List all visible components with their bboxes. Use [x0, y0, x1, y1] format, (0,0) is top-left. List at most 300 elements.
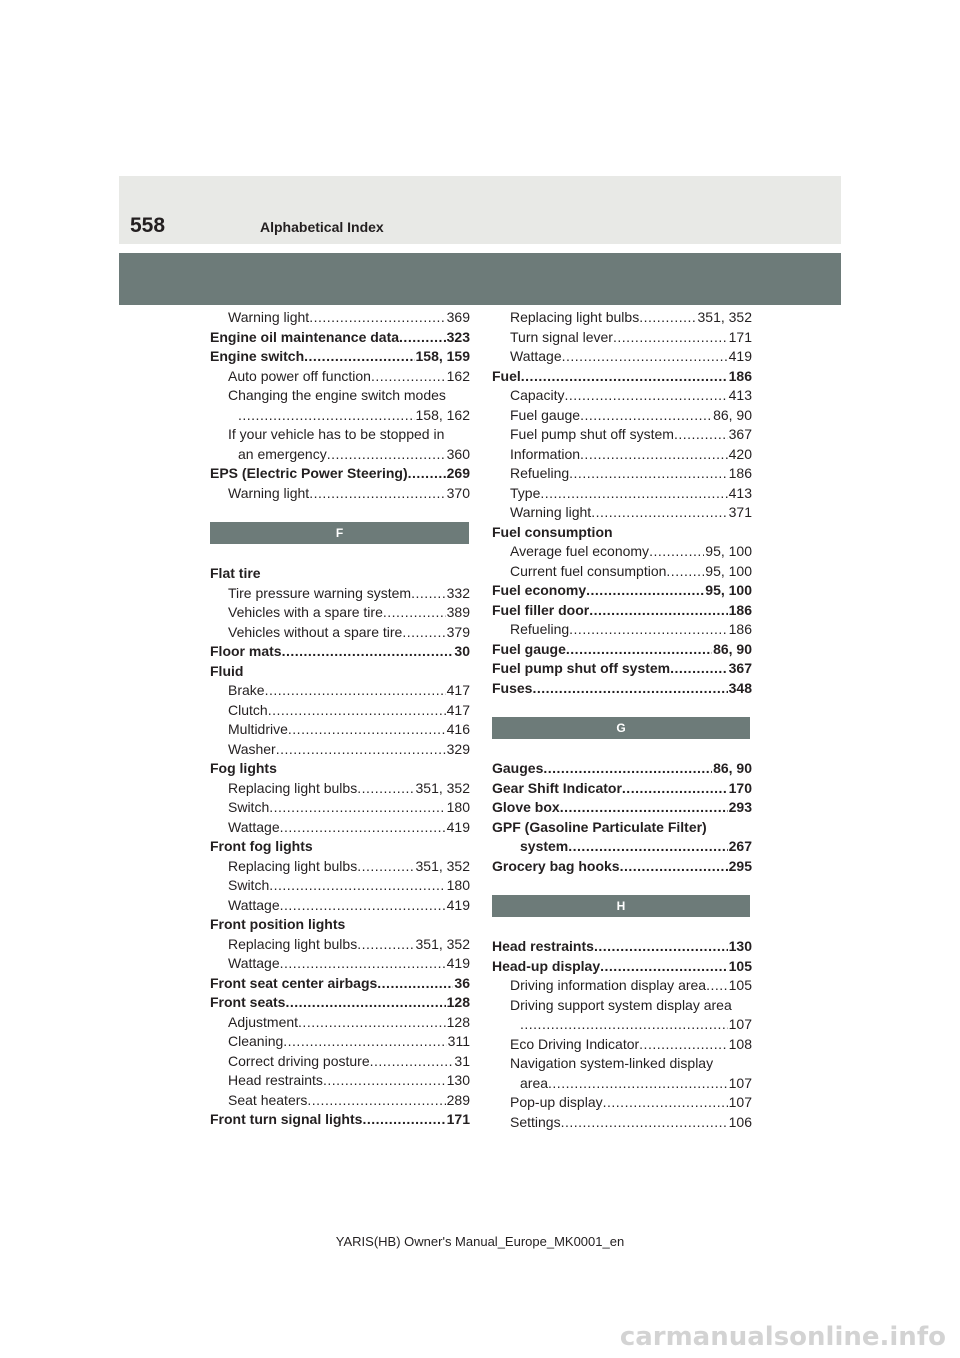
section-title: Alphabetical Index: [260, 219, 384, 235]
header-bar: [119, 253, 841, 305]
dot-leader: [402, 623, 445, 643]
entry-term: Driving support system display area: [510, 996, 732, 1013]
entry-term: Tire pressure warning system: [228, 584, 412, 601]
index-entry: [210, 564, 470, 584]
dot-leader: [298, 1013, 446, 1033]
index-subentry: [492, 484, 752, 504]
entry-page-ref: 186: [728, 367, 752, 384]
entry-term: Wattage: [228, 955, 280, 971]
entry-page-ref: 348: [728, 679, 752, 696]
index-subentry: [492, 406, 752, 426]
entry-page-ref: 293: [728, 799, 752, 815]
entry-term: Fog lights: [210, 760, 277, 776]
entry-page-ref: 171: [728, 328, 752, 345]
dot-leader: [282, 642, 454, 662]
index-entry: [210, 347, 470, 367]
entry-term: Replacing light bulbs: [228, 857, 358, 874]
dot-leader: [280, 818, 446, 838]
dot-leader: [243, 662, 469, 682]
dot-leader: [345, 915, 469, 935]
entry-term: Front turn signal lights: [210, 1111, 363, 1127]
index-entry: [492, 640, 752, 660]
index-subentry: [492, 562, 752, 582]
entry-term: Front fog lights: [210, 838, 313, 854]
entry-term: Fuel gauge: [510, 406, 581, 423]
entry-page-ref: 389: [446, 604, 470, 620]
index-entry: [492, 601, 752, 621]
index-entry: [492, 659, 752, 679]
dot-leader: [564, 386, 727, 406]
entry-page-ref: 105: [728, 957, 752, 974]
dot-leader: [238, 406, 415, 426]
entry-term: Changing the engine switch modes: [228, 387, 446, 403]
footer-text: YARIS(HB) Owner's Manual_Europe_MK0001_en: [335, 1234, 625, 1249]
index-subentry: [210, 954, 470, 974]
index-entry: [210, 662, 470, 682]
index-subentry: [210, 798, 470, 818]
entry-term: Adjustment: [228, 1013, 299, 1030]
dot-leader: [562, 347, 728, 367]
index-entry: [210, 464, 470, 484]
entry-page-ref: 369: [446, 309, 470, 325]
entry-term: Switch: [228, 877, 270, 893]
entry-page-ref: 311: [447, 1033, 470, 1049]
entry-term: GPF (Gasoline Particulate Filter): [492, 818, 707, 835]
entry-term: Wattage: [228, 818, 280, 835]
entry-page-ref: 351, 352: [415, 857, 470, 874]
entry-page-ref: 180: [446, 799, 470, 815]
index-entry: [492, 798, 752, 818]
index-entry: [492, 857, 752, 877]
index-subentry: [492, 347, 752, 367]
index-letter-heading: F: [210, 522, 469, 544]
entry-page-ref: [469, 386, 470, 406]
entry-page-ref: 420: [728, 445, 752, 462]
index-subentry: [492, 503, 752, 523]
dot-leader: [706, 976, 728, 996]
entry-page-ref: 269: [446, 465, 470, 481]
entry-page-ref: [469, 915, 470, 935]
index-subentry: [210, 1052, 470, 1072]
entry-term: Engine switch: [210, 348, 305, 364]
entry-term: Fuel filler door: [492, 601, 590, 618]
dot-leader: [277, 759, 469, 779]
entry-term: Pop-up display: [510, 1094, 603, 1110]
dot-leader: [411, 584, 446, 604]
entry-term: Floor mats: [210, 643, 282, 659]
index-entry: [492, 957, 752, 977]
entry-term: Information: [510, 445, 581, 462]
entry-page-ref: 370: [446, 484, 470, 501]
entry-term: If your vehicle has to be stopped in: [228, 426, 445, 442]
entry-page-ref: 158, 162: [415, 406, 470, 423]
index-subentry: [210, 367, 470, 387]
entry-term: Brake: [228, 682, 265, 698]
entry-page-ref: [469, 837, 470, 857]
entry-page-ref: 371: [728, 504, 752, 520]
dot-leader: [666, 562, 704, 582]
entry-page-ref: [469, 564, 470, 584]
index-subentry: [492, 386, 752, 406]
dot-leader: [327, 445, 446, 465]
dot-leader: [362, 1110, 445, 1130]
dot-leader: [520, 1015, 728, 1035]
entry-term: Front seat center airbags: [210, 974, 378, 991]
entry-term: Head-up display: [492, 957, 601, 974]
entry-page-ref: 417: [446, 701, 470, 718]
dot-leader: [357, 779, 414, 799]
dot-leader: [560, 798, 728, 818]
dot-leader: [613, 523, 751, 543]
entry-term: Gauges: [492, 760, 544, 776]
entry-page-ref: 186: [728, 601, 752, 618]
entry-term: Seat heaters: [228, 1091, 308, 1108]
entry-term: Gear Shift Indicator: [492, 779, 622, 796]
entry-term: Navigation system-linked display: [510, 1055, 714, 1071]
index-entry: [492, 581, 752, 601]
dot-leader: [639, 308, 696, 328]
dot-leader: [600, 957, 728, 977]
index-entry: [210, 993, 470, 1013]
index-letter-heading: G: [492, 717, 750, 739]
index-subentry: [210, 779, 470, 799]
entry-term: Auto power off function: [228, 367, 371, 384]
dot-leader: [280, 954, 446, 974]
index-entry: [210, 328, 470, 348]
dot-leader: [732, 996, 751, 1016]
dot-leader: [589, 601, 727, 621]
entry-page-ref: 86, 90: [713, 760, 752, 776]
dot-leader: [603, 1093, 728, 1113]
index-column-left: [210, 308, 470, 1130]
entry-page-ref: 419: [446, 896, 470, 913]
dot-leader: [620, 857, 728, 877]
dot-leader: [674, 425, 728, 445]
dot-leader: [265, 681, 446, 701]
entry-page-ref: 367: [728, 660, 752, 676]
entry-page-ref: 289: [446, 1091, 470, 1108]
index-subentry: [492, 445, 752, 465]
dot-leader: [357, 857, 414, 877]
dot-leader: [269, 876, 445, 896]
index-subentry: [492, 464, 752, 484]
index-subentry: [210, 445, 470, 465]
entry-term: Turn signal lever: [510, 328, 613, 345]
entry-page-ref: 379: [446, 623, 470, 640]
dot-leader: [444, 425, 469, 445]
index-subentry: [210, 935, 470, 955]
index-subentry: [492, 620, 752, 640]
index-subentry: [492, 1093, 752, 1113]
entry-term: Fuses: [492, 679, 533, 696]
index-entry: [210, 642, 470, 662]
entry-term: Fuel pump shut off system: [492, 660, 671, 676]
dot-leader: [357, 935, 414, 955]
index-subentry: [492, 1054, 752, 1074]
entry-term: Fuel consumption: [492, 523, 613, 540]
entry-page-ref: 86, 90: [713, 640, 752, 657]
index-subentry: [210, 720, 470, 740]
entry-term: EPS (Electric Power Steering): [210, 465, 408, 481]
entry-term: Average fuel economy: [510, 543, 650, 559]
dot-leader: [561, 1113, 728, 1133]
entry-page-ref: 162: [446, 367, 470, 384]
entry-term: Washer: [228, 740, 276, 757]
index-subentry: [492, 308, 752, 328]
entry-page-ref: 107: [728, 1094, 752, 1110]
index-subentry: [492, 1113, 752, 1133]
index-entry: [492, 367, 752, 387]
entry-term: Warning light: [510, 504, 592, 520]
entry-term: Replacing light bulbs: [228, 935, 358, 952]
entry-page-ref: 106: [728, 1113, 752, 1130]
entry-term: Driving information display area: [510, 977, 707, 993]
entry-term: Front seats: [210, 994, 286, 1010]
entry-term: Multidrive: [228, 721, 288, 737]
entry-page-ref: 419: [446, 818, 470, 835]
index-subentry: [492, 837, 752, 857]
index-subentry: [492, 1035, 752, 1055]
dot-leader: [261, 564, 469, 584]
index-subentry: [210, 603, 470, 623]
index-entry: [492, 679, 752, 699]
entry-page-ref: 130: [728, 938, 752, 954]
entry-term: Type: [510, 484, 541, 501]
index-subentry: [210, 386, 470, 406]
dot-leader: [304, 347, 414, 367]
index-column-right: [492, 308, 752, 1132]
entry-page-ref: 180: [446, 877, 470, 893]
index-entry: [492, 523, 752, 543]
index-subentry: [492, 328, 752, 348]
index-subentry: [210, 701, 470, 721]
entry-term: Warning light: [228, 484, 310, 501]
dot-leader: [276, 740, 446, 760]
entry-page-ref: 367: [728, 426, 752, 442]
dot-leader: [569, 620, 727, 640]
dot-leader: [548, 1074, 728, 1094]
index-entry: [492, 759, 752, 779]
page-number: 558: [130, 214, 166, 237]
dot-leader: [586, 581, 704, 601]
entry-page-ref: 171: [446, 1111, 470, 1127]
entry-term: an emergency: [238, 445, 327, 462]
entry-term: Fuel gauge: [492, 640, 566, 657]
entry-term: Cleaning: [228, 1033, 284, 1049]
entry-term: area: [520, 1074, 549, 1091]
dot-leader: [370, 1052, 454, 1072]
entry-page-ref: 95, 100: [705, 582, 752, 598]
index-entry: [210, 837, 470, 857]
entry-page-ref: 108: [728, 1035, 752, 1052]
index-subentry: [492, 425, 752, 445]
entry-page-ref: 86, 90: [713, 406, 752, 423]
entry-page-ref: 107: [728, 1074, 752, 1091]
entry-page-ref: 186: [728, 465, 752, 481]
dot-leader: [580, 445, 728, 465]
entry-page-ref: 95, 100: [705, 543, 752, 559]
entry-page-ref: 158, 159: [415, 348, 470, 364]
index-subentry: [210, 308, 470, 328]
dot-leader: [707, 818, 751, 838]
dot-leader: [591, 503, 727, 523]
dot-leader: [713, 1054, 751, 1074]
entry-page-ref: 419: [446, 955, 470, 971]
dot-leader: [371, 367, 446, 387]
entry-page-ref: 351, 352: [697, 309, 752, 325]
index-subentry: [210, 584, 470, 604]
dot-leader: [288, 720, 446, 740]
index-entry: [210, 759, 470, 779]
entry-page-ref: 107: [728, 1016, 752, 1032]
entry-term: Replacing light bulbs: [510, 309, 640, 325]
index-subentry: [210, 484, 470, 504]
dot-leader: [613, 328, 728, 348]
entry-term: Head restraints: [228, 1072, 323, 1088]
index-subentry: [210, 681, 470, 701]
dot-leader: [543, 759, 712, 779]
entry-page-ref: 186: [728, 621, 752, 637]
index-subentry: [210, 623, 470, 643]
index-subentry: [492, 542, 752, 562]
index-entry: [492, 937, 752, 957]
dot-leader: [269, 798, 445, 818]
entry-term: Warning light: [228, 309, 310, 325]
index-subentry: [210, 857, 470, 877]
entry-page-ref: 170: [728, 779, 752, 796]
dot-leader: [566, 640, 712, 660]
dot-leader: [283, 1032, 446, 1052]
dot-leader: [594, 937, 728, 957]
entry-page-ref: 31: [454, 1052, 470, 1069]
dot-leader: [622, 779, 728, 799]
dot-leader: [446, 386, 469, 406]
entry-page-ref: [469, 662, 470, 682]
entry-page-ref: 323: [446, 328, 470, 345]
dot-leader: [649, 542, 704, 562]
index-subentry: [492, 996, 752, 1016]
index-entry: [492, 818, 752, 838]
entry-page-ref: 351, 352: [415, 935, 470, 952]
entry-page-ref: 417: [446, 682, 470, 698]
index-letter-heading: H: [492, 895, 750, 917]
index-subentry: [210, 425, 470, 445]
entry-term: Current fuel consumption: [510, 562, 667, 579]
index-subentry: [210, 896, 470, 916]
dot-leader: [670, 659, 728, 679]
index-subentry: [492, 1015, 752, 1035]
entry-page-ref: 413: [728, 387, 752, 403]
entry-page-ref: 329: [446, 740, 470, 757]
entry-term: Fluid: [210, 662, 244, 679]
entry-term: Switch: [228, 799, 270, 815]
entry-page-ref: [751, 1054, 752, 1074]
entry-term: system: [520, 838, 569, 854]
index-subentry: [210, 1071, 470, 1091]
index-subentry: [210, 876, 470, 896]
entry-term: Refueling: [510, 465, 570, 481]
index-entry: [210, 974, 470, 994]
dot-leader: [313, 837, 469, 857]
entry-page-ref: 419: [728, 348, 752, 364]
entry-page-ref: [751, 996, 752, 1016]
dot-leader: [309, 308, 445, 328]
index-subentry: [210, 1013, 470, 1033]
entry-term: Vehicles with a spare tire: [228, 604, 383, 620]
entry-page-ref: 36: [454, 974, 470, 991]
entry-term: Engine oil maintenance data: [210, 328, 400, 345]
entry-term: Grocery bag hooks: [492, 857, 620, 874]
entry-term: Settings: [510, 1113, 561, 1130]
entry-term: Glove box: [492, 799, 560, 815]
entry-page-ref: 105: [728, 977, 752, 993]
dot-leader: [580, 406, 712, 426]
entry-page-ref: 360: [446, 445, 470, 462]
index-subentry: [492, 1074, 752, 1094]
entry-page-ref: 351, 352: [415, 779, 470, 796]
entry-page-ref: 295: [728, 857, 752, 874]
entry-term: Refueling: [510, 621, 570, 637]
entry-page-ref: 95, 100: [705, 562, 752, 579]
entry-term: Fuel pump shut off system: [510, 426, 674, 442]
entry-page-ref: [469, 759, 470, 779]
dot-leader: [383, 603, 446, 623]
dot-leader: [377, 974, 453, 994]
entry-page-ref: 130: [446, 1072, 470, 1088]
entry-term: Vehicles without a spare tire: [228, 623, 403, 640]
entry-page-ref: 30: [454, 643, 470, 659]
entry-page-ref: 416: [446, 721, 470, 737]
entry-term: Correct driving posture: [228, 1052, 370, 1069]
dot-leader: [268, 701, 446, 721]
entry-page-ref: 128: [446, 1013, 470, 1030]
dot-leader: [408, 464, 446, 484]
dot-leader: [639, 1035, 727, 1055]
dot-leader: [521, 367, 728, 387]
entry-term: Wattage: [228, 896, 280, 913]
dot-leader: [285, 993, 445, 1013]
index-subentry: [492, 976, 752, 996]
entry-term: Front position lights: [210, 916, 346, 932]
entry-term: Replacing light bulbs: [228, 779, 358, 796]
index-entry: [210, 915, 470, 935]
entry-term: Fuel: [492, 367, 521, 384]
dot-leader: [309, 484, 445, 504]
entry-page-ref: 128: [446, 994, 470, 1010]
dot-leader: [323, 1071, 446, 1091]
index-subentry: [210, 1032, 470, 1052]
dot-leader: [569, 464, 727, 484]
entry-page-ref: 267: [728, 838, 752, 854]
index-subentry: [210, 740, 470, 760]
entry-term: Clutch: [228, 701, 268, 718]
entry-page-ref: [751, 523, 752, 543]
index-subentry: [210, 818, 470, 838]
dot-leader: [568, 837, 727, 857]
index-subentry: [210, 406, 470, 426]
dot-leader: [399, 328, 446, 348]
entry-term: Capacity: [510, 387, 565, 403]
entry-page-ref: 413: [728, 484, 752, 501]
entry-page-ref: 332: [446, 584, 470, 601]
entry-term: Head restraints: [492, 938, 594, 954]
entry-page-ref: [751, 818, 752, 838]
entry-term: Eco Driving Indicator: [510, 1035, 640, 1052]
watermark-logo: carmanualsonline.info: [619, 1322, 946, 1352]
dot-leader: [280, 896, 446, 916]
entry-page-ref: [469, 425, 470, 445]
dot-leader: [532, 679, 727, 699]
